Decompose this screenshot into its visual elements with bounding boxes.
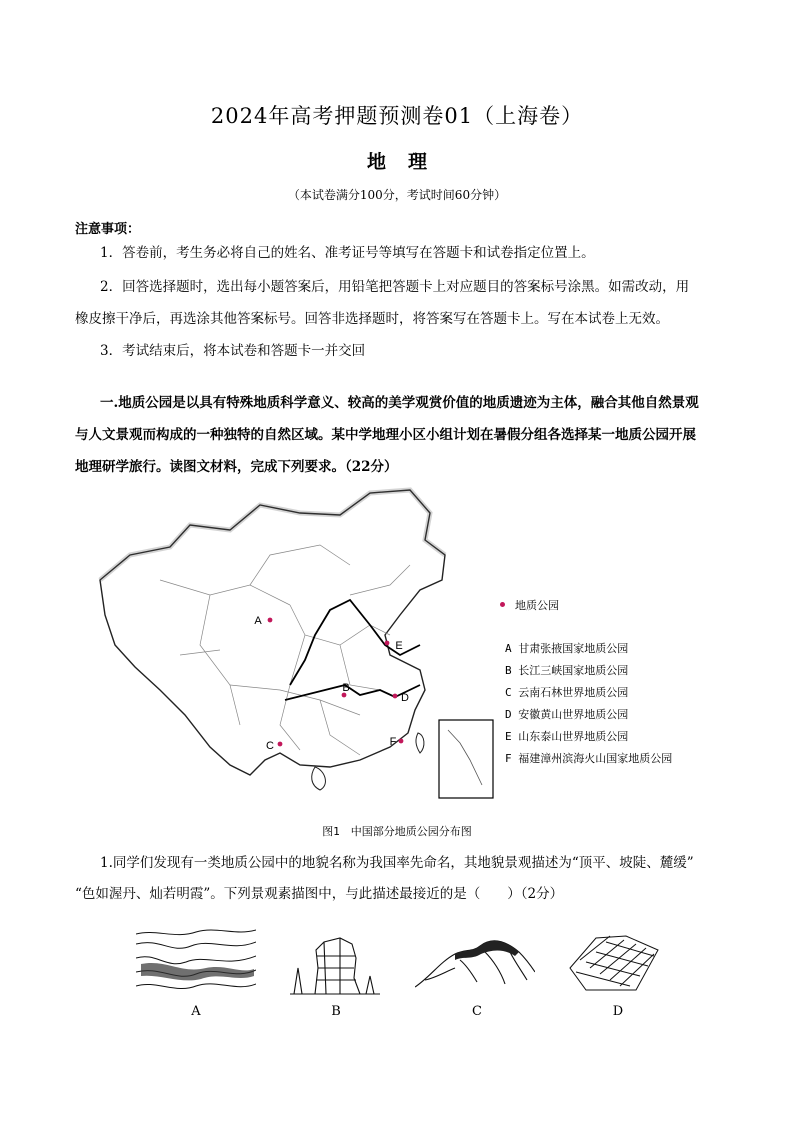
legend-title-row (500, 594, 559, 613)
park-b-label: B (342, 682, 350, 694)
option-d-label: D (612, 1004, 624, 1019)
park-d-label: D (401, 692, 409, 704)
park-a-label: A (254, 615, 262, 627)
map-caption: 图1 中国部分地质公园分布图 (322, 825, 472, 838)
instruction-item: 3．考试结束后，将本试卷和答题卡一并交回 (100, 343, 366, 359)
option-a-sketch (136, 924, 256, 998)
option-a-label: A (191, 1004, 201, 1019)
legend-item: C 云南石林世界地质公园 (505, 686, 629, 699)
china-map (90, 485, 510, 805)
option-b-sketch (290, 928, 380, 998)
legend-title: 地质公园 (515, 599, 559, 612)
option-c-sketch (415, 932, 535, 994)
question1-line: “色如渥丹、灿若明霞”。下列景观素描图中，与此描述最接近的是（ ）（2分） (75, 886, 564, 902)
legend-item: A 甘肃张掖国家地质公园 (505, 642, 629, 655)
section1-line: 与人文景观而构成的一种独特的自然区域。某中学地理小区小组计划在暑假分组各选择某一地质公园开展 (75, 427, 696, 443)
instruction-item: 橡皮擦干净后，再选涂其他答案标号。回答非选择题时，将答案写在答题卡上。写在本试卷上无效。 (75, 311, 669, 327)
park-a-marker (254, 615, 272, 627)
legend-item: B 长江三峡国家地质公园 (505, 664, 629, 677)
option-b-label: B (331, 1004, 341, 1019)
exam-title: 2024年高考押题预测卷01（上海卷） (210, 104, 584, 128)
legend-item: D 安徽黄山世界地质公园 (505, 708, 629, 721)
exam-note: （本试卷满分100分，考试时间60分钟） (287, 188, 507, 202)
section1-line: 一.地质公园是以具有特殊地质科学意义、较高的美学观赏价值的地质遗迹为主体，融合其他自然景观 (100, 395, 699, 411)
option-d-sketch (566, 928, 662, 996)
park-e-label: E (395, 640, 403, 652)
legend-dot-icon (500, 602, 505, 607)
instructions-heading: 注意事项： (75, 222, 141, 237)
park-c-label: C (266, 740, 274, 752)
legend-item: F 福建漳州滨海火山国家地质公园 (505, 752, 673, 765)
section1-line: 地理研学旅行。读图文材料，完成下列要求。（22分） (75, 459, 398, 475)
park-b-marker (342, 682, 350, 697)
instruction-item: 2．回答选择题时，选出每小题答案后，用铅笔把答题卡上对应题目的答案标号涂黑。如需改动，用 (100, 279, 690, 295)
park-f-label: F (389, 736, 397, 748)
legend-item: E 山东泰山世界地质公园 (505, 730, 629, 743)
question1-line: 1.同学们发现有一类地质公园中的地貌名称为我国率先命名，其地貌景观描述为“顶平、坡陡、麓缓” (100, 855, 694, 871)
park-d-marker (393, 692, 409, 704)
option-c-label: C (472, 1004, 482, 1019)
park-c-marker (266, 740, 282, 752)
instruction-item: 1．答卷前，考生务必将自己的姓名、准考证号等填写在答题卡和试卷指定位置上。 (100, 245, 595, 261)
subject-title: 地理 (366, 151, 449, 173)
